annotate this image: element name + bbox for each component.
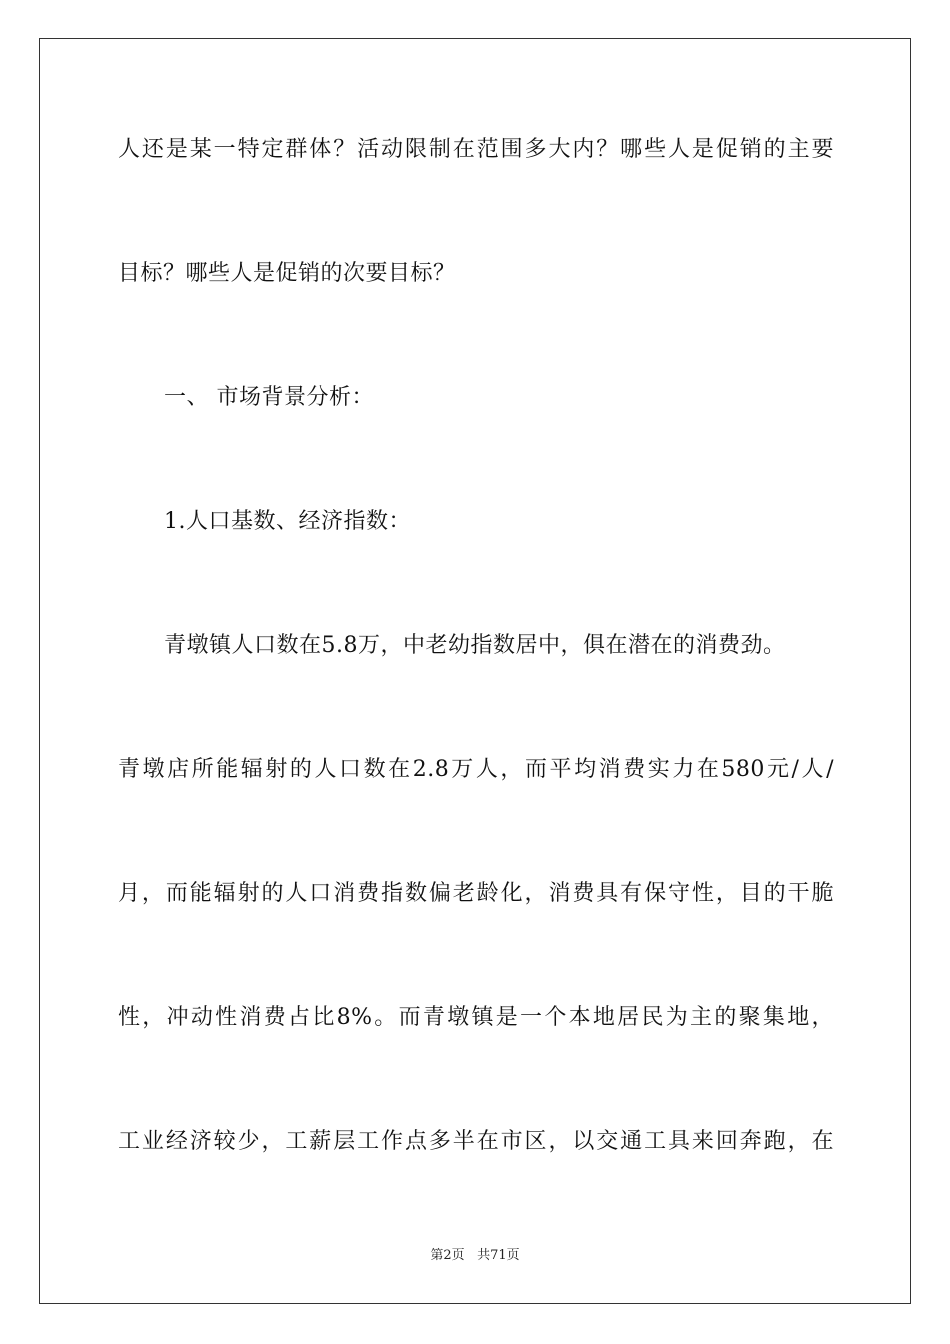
paragraph-line: 月，而能辐射的人口消费指数偏老龄化，消费具有保守性，目的干脆 <box>118 881 834 906</box>
section-heading: 一、 市场背景分析： <box>164 385 374 410</box>
paragraph-line: 工业经济较少，工薪层工作点多半在市区，以交通工具来回奔跑，在 <box>118 1129 834 1154</box>
paragraph-line: 人还是某一特定群体？活动限制在范围多大内？哪些人是促销的主要 <box>118 137 834 162</box>
page-number: 第2页 <box>430 1248 465 1263</box>
paragraph-line: 性，冲动性消费占比8%。而青墩镇是一个本地居民为主的聚集地， <box>118 1005 834 1030</box>
page-border <box>39 38 911 1304</box>
paragraph-line: 青墩店所能辐射的人口数在2.8万人，而平均消费实力在580元/人/ <box>118 757 834 782</box>
total-pages: 共71页 <box>477 1248 520 1263</box>
paragraph-line: 目标？哪些人是促销的次要目标？ <box>118 261 456 286</box>
page-footer <box>0 1248 950 1264</box>
subsection-heading: 1.人口基数、经济指数： <box>164 509 411 534</box>
paragraph-line: 青墩镇人口数在5.8万，中老幼指数居中，俱在潜在的消费劲。 <box>164 633 786 658</box>
